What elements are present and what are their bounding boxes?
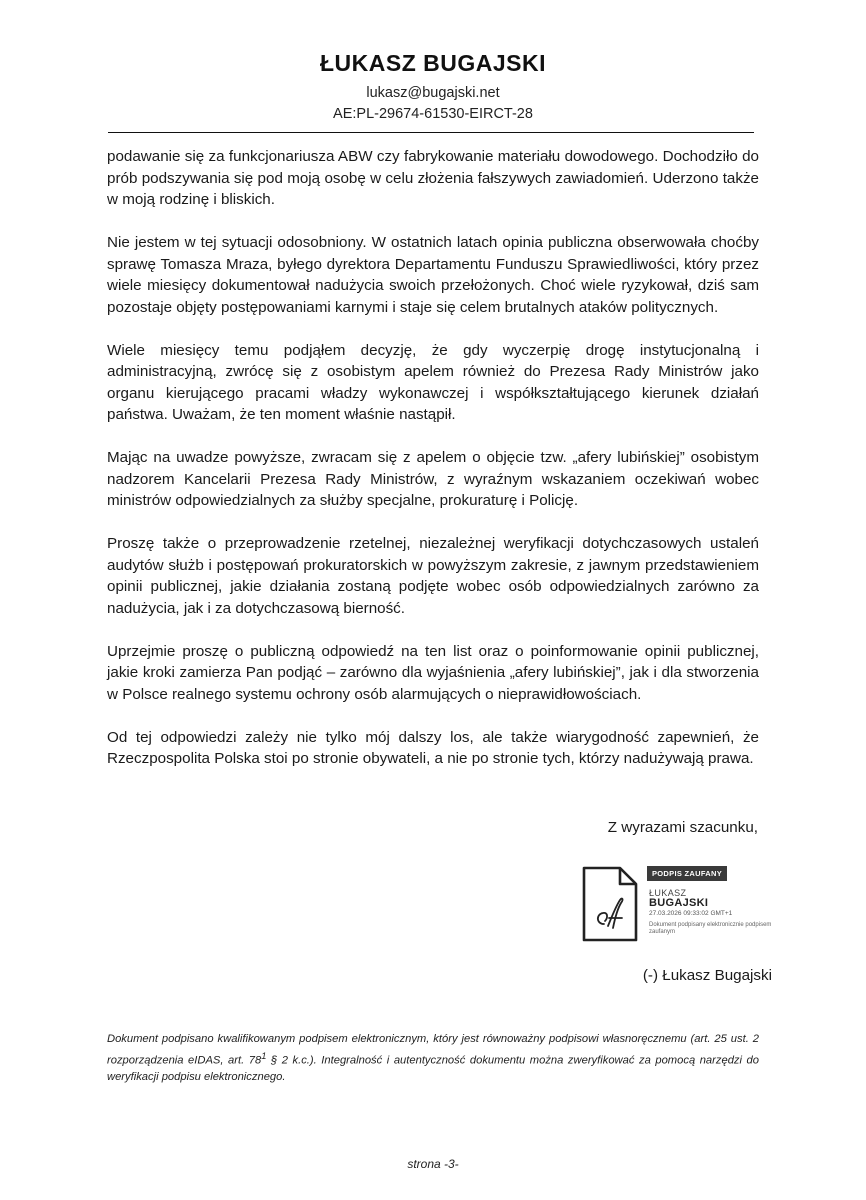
legal-footnote — [107, 1031, 759, 1085]
paragraph-2: Nie jestem w tej sytuacji odosobniony. W ostatnich latach opinia publiczna obserwowała choćby sprawę Tomasza Mraza, byłego dyrektora Departamentu Funduszu Sprawiedliwości, który przez wiele miesięcy dokumentował nadużycia swoich przełożonych. Choć wiele ryzykował, dziś sam pozostaje objęty postępowaniami karnymi i staje się celem brutalnych ataków politycznych. — [107, 234, 759, 316]
signature-badge: PODPIS ZAUFANY — [647, 866, 727, 881]
signed-by-line: (-) Łukasz Bugajski — [642, 967, 772, 984]
author-ae-code: AE:PL-29674-61530-EIRCT-28 — [333, 106, 533, 122]
paragraph-1: podawanie się za funkcjonariusza ABW czy fabrykowanie materiału dowodowego. Dochodziło do prób podszywania się pod moją osobę w celu złożenia fałszywych zawiadomień. Uderzono także w moją rodzinę i bliskich. — [107, 148, 759, 208]
paragraph-5: Proszę także o przeprowadzenie rzetelnej, niezależnej weryfikacji dotychczasowych ustaleń audytów służb i postępowań prokuratorskich w powyższym zakresie, z jawnym przedstawieniem opinii publicznej, jakie działania zostaną podjęte wobec osób odpowiedzialnych zarówno za nadużycia, jak i za dotychczasową bierność. — [107, 535, 759, 617]
signer-last-name: BUGAJSKI — [649, 897, 709, 909]
signature-note: Dokument podpisany elektronicznie podpisem zaufanym — [649, 922, 772, 935]
header-divider — [108, 132, 754, 133]
footnote-superscript: 1 — [261, 1050, 267, 1061]
footnote-text-1: Dokument podpisano kwalifikowanym podpisem elektronicznym, który jest równoważny podpisowi własnoręcznemu (art. 25 ust. 2 rozporządzenia eIDAS, art. 78 — [107, 1033, 759, 1067]
author-email: lukasz@bugajski.net — [366, 85, 500, 101]
letter-body — [107, 146, 759, 791]
closing-salutation: Z wyrazami szacunku, — [607, 819, 758, 836]
paragraph-7: Od tej odpowiedzi zależy nie tylko mój dalszy los, ale także wiarygodność zapewnień, że Rzeczpospolita Polska stoi po stronie obywateli, a nie po stronie tych, którzy nadużywają prawa. — [107, 728, 759, 767]
trusted-signature-stamp — [582, 866, 772, 944]
page-number: strona -3- — [407, 1157, 459, 1171]
footnote-text-2: § 2 k.c.). Integralność i autentyczność dokumentu można zweryfikować za pomocą narzędzi do weryfikacji podpisu elektronicznego. — [107, 1054, 759, 1083]
paragraph-6: Uprzejmie proszę o publiczną odpowiedź na ten list oraz o poinformowanie opinii publicznej, jakie kroki zamierza Pan podjąć – zarówno dla wyjaśnienia „afery lubińskiej”, jak i dla stworzenia w Polsce realnego systemu ochrony osób alarmujących o nieprawidłowościach. — [107, 642, 759, 703]
author-name: ŁUKASZ BUGAJSKI — [319, 50, 546, 76]
signature-timestamp: 27.03.2026 09:33:02 GMT+1 — [649, 910, 733, 917]
signer-first-name: ŁUKASZ — [649, 888, 687, 898]
paragraph-3: Wiele miesięcy temu podjąłem decyzję, że gdy wyczerpię drogę instytucjonalną i administracyjną, zwrócę się z osobistym apelem również do Prezesa Rady Ministrów jako organu kierującego pracami władzy wykonawczej i współkształtującego kierunek działań państwa. Uważam, że ten moment właśnie nastąpił. — [107, 341, 759, 423]
signed-document-icon — [582, 866, 638, 942]
paragraph-4: Mając na uwadze powyższe, zwracam się z apelem o objęcie tzw. „afery lubińskiej” osobistym nadzorem Kancelarii Prezesa Rady Ministrów, z wyraźnym wskazaniem oczekiwań wobec ministrów odpowiedzialnych za służby specjalne, prokuraturę i Policję. — [107, 449, 759, 509]
